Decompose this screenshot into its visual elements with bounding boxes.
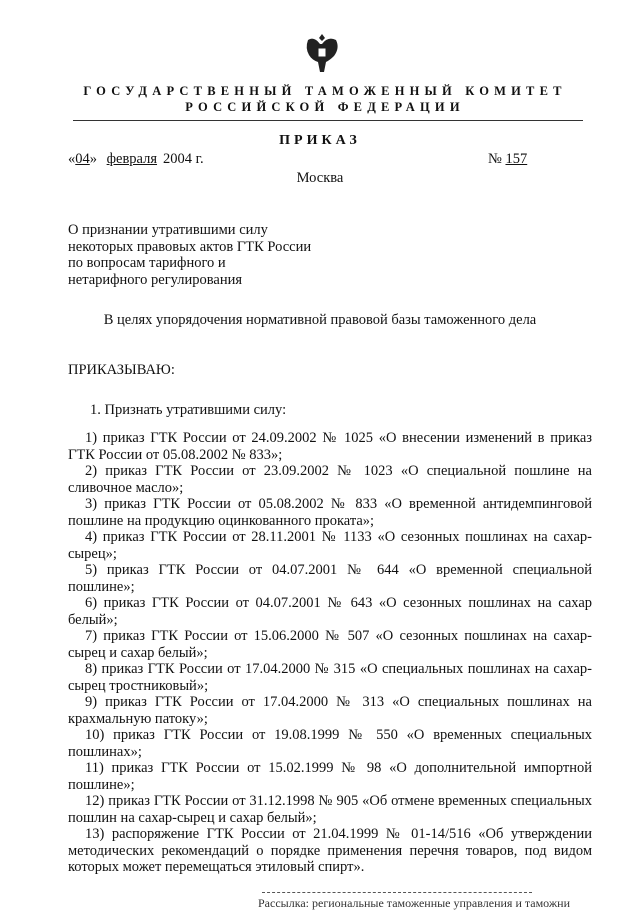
list-item: 4) приказ ГТК России от 28.11.2001 № 1133 «О сезонных пошлинах на сахар-сырец»; xyxy=(68,529,592,562)
list-item: 8) приказ ГТК России от 17.04.2000 № 315 «О специальных пошлинах на сахар-сырец тростниковый»; xyxy=(68,661,592,694)
subject-line: некоторых правовых актов ГТК России xyxy=(68,238,312,255)
list-item: 2) приказ ГТК России от 23.09.2002 № 1023 «О специальной пошлине на сливочное масло»; xyxy=(68,463,592,496)
date-quote-close: » xyxy=(89,151,97,167)
list-item: 9) приказ ГТК России от 17.04.2000 № 313 «О специальных пошлинах на крахмальную патоку»; xyxy=(68,694,592,727)
city: Москва xyxy=(296,170,344,186)
subject-line: по вопросам тарифного и xyxy=(68,255,226,271)
list-item: 12) приказ ГТК России от 31.12.1998 № 905 «Об отмене временных специальных пошлин на сахар-сырец и сахар белый»; xyxy=(68,793,592,826)
subject-line: нетарифного регулирования xyxy=(68,271,243,288)
footer-divider xyxy=(262,892,532,893)
list-item: 3) приказ ГТК России от 05.08.2002 № 833 «О временной антидемпинговой пошлине на продукцию оцинкованного проката»; xyxy=(68,496,592,529)
list-item: 1) приказ ГТК России от 24.09.2002 № 1025 «О внесении изменений в приказ ГТК России от 05.08.2002 № 833»; xyxy=(68,430,592,463)
number-value: 157 xyxy=(505,151,528,167)
list-item: 10) приказ ГТК России от 19.08.1999 № 550 «О временных специальных пошлинах»; xyxy=(68,727,592,760)
header-line-2: РОССИЙСКОЙ ФЕДЕРАЦИИ xyxy=(185,100,465,114)
list-item: 13) распоряжение ГТК России от 21.04.1999 № 01-14/516 «Об утверждении методических рекомендаций о порядке применения перечня товаров, под видом которых может перемещаться этиловый спирт». xyxy=(68,826,592,875)
preamble: В целях упорядочения нормативной правовой базы таможенного дела xyxy=(103,312,537,328)
point-1: 1. Признать утратившими силу: xyxy=(90,402,287,418)
list-item: 6) приказ ГТК России от 04.07.2001 № 643 «О сезонных пошлинах на сахар белый»; xyxy=(68,595,592,628)
document-type: ПРИКАЗ xyxy=(279,133,361,148)
date-year: 2004 г. xyxy=(163,151,204,167)
document-body-bottom xyxy=(68,430,592,910)
list-item: 5) приказ ГТК России от 04.07.2001 № 644 «О временной специальной пошлине»; xyxy=(68,562,592,595)
document-subject xyxy=(68,222,311,288)
header-divider xyxy=(73,120,583,121)
date-quote-open: « xyxy=(68,151,76,167)
distribution-note: Рассылка: региональные таможенные управления и таможни xyxy=(258,895,571,910)
repealed-acts-list xyxy=(68,430,592,876)
date-day: 04 xyxy=(75,151,90,167)
date-month: февраля xyxy=(106,151,158,167)
list-item: 11) приказ ГТК России от 15.02.1999 № 98 «О дополнительной импортной пошлине»; xyxy=(68,760,592,793)
subject-line: О признании утратившими силу xyxy=(68,222,268,238)
coat-of-arms-emblem xyxy=(300,30,344,76)
number-label: № xyxy=(488,151,502,167)
list-item: 7) приказ ГТК России от 15.06.2000 № 507 «О сезонных пошлинах на сахар-сырец и сахар белый»; xyxy=(68,628,592,661)
header-line-1: ГОСУДАРСТВЕННЫЙ ТАМОЖЕННЫЙ КОМИТЕТ xyxy=(83,84,567,98)
document-date xyxy=(68,151,204,168)
order-word: ПРИКАЗЫВАЮ: xyxy=(68,362,175,378)
document-number xyxy=(488,151,563,168)
